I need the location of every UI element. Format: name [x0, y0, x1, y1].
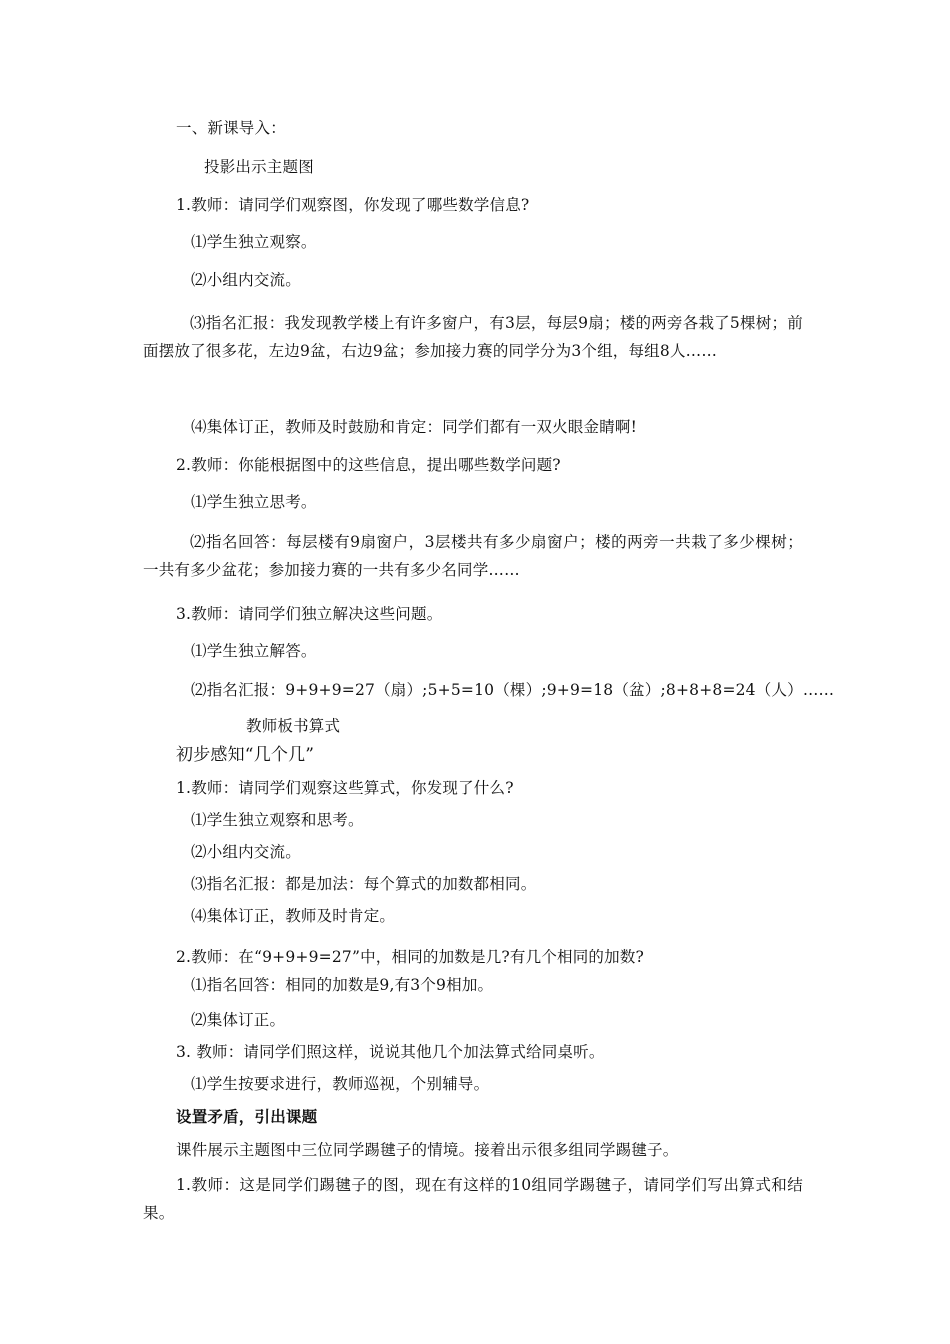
perceive-question-1-step-1: ⑴学生独立观察和思考。: [191, 811, 364, 829]
perceive-question-1-step-3: ⑶指名汇报：都是加法：每个算式的加数都相同。: [191, 875, 537, 893]
question-1-step-2: ⑵小组内交流。: [191, 271, 301, 289]
question-1-step-1: ⑴学生独立观察。: [191, 233, 317, 251]
question-1: 1.教师：请同学们观察图，你发现了哪些数学信息?: [176, 196, 530, 214]
board-note: 教师板书算式: [246, 717, 341, 735]
question-1-step-3: ⑶指名汇报：我发现教学楼上有许多窗户，有3层，每层9扇；楼的两旁各栽了5棵树；前面摆放了很多花，左边9盆，右边9盆；参加接力赛的同学分为3个组，每组8人……: [143, 314, 803, 360]
section-title: 初步感知“几个几”: [176, 745, 315, 765]
perceive-question-2-step-2: ⑵集体订正。: [191, 1011, 286, 1029]
projection-note: 投影出示主题图: [204, 158, 314, 176]
question-1-step-4: ⑷集体订正，教师及时鼓励和肯定：同学们都有一双火眼金睛啊!: [191, 418, 638, 436]
question-3: 3.教师：请同学们独立解决这些问题。: [176, 605, 443, 623]
perceive-question-1-step-4: ⑷集体订正，教师及时肯定。: [191, 907, 396, 925]
courseware-note: 课件展示主题图中三位同学踢毽子的情境。接着出示很多组同学踢毽子。: [176, 1141, 679, 1159]
question-3-step-2: ⑵指名汇报：9+9+9=27（扇）;5+5=10（棵）;9+9=18（盆）;8+8+8=24（人）……: [191, 681, 835, 699]
question-2: 2.教师：你能根据图中的这些信息，提出哪些数学问题?: [176, 456, 561, 474]
question-2-step-1: ⑴学生独立思考。: [191, 493, 317, 511]
perceive-question-2: 2.教师：在“9+9+9=27”中，相同的加数是几?有几个相同的加数?: [176, 948, 645, 966]
heading-intro: 一、新课导入：: [176, 119, 286, 137]
conflict-heading: 设置矛盾，引出课题: [176, 1108, 318, 1126]
perceive-question-3: 3. 教师：请同学们照这样，说说其他几个加法算式给同桌听。: [176, 1043, 605, 1061]
perceive-question-2-step-1: ⑴指名回答：相同的加数是9,有3个9相加。: [191, 976, 494, 994]
perceive-question-1-step-2: ⑵小组内交流。: [191, 843, 301, 861]
perceive-question-3-step-1: ⑴学生按要求进行，教师巡视，个别辅导。: [191, 1075, 490, 1093]
shuttlecock-question-1: 1.教师：这是同学们踢毽子的图，现在有这样的10组同学踢毽子，请同学们写出算式和结果。: [143, 1176, 803, 1222]
question-2-step-2: ⑵指名回答：每层楼有9扇窗户，3层楼共有多少扇窗户；楼的两旁一共栽了多少棵树；一共有多少盆花；参加接力赛的一共有多少名同学……: [143, 533, 803, 579]
question-3-step-1: ⑴学生独立解答。: [191, 642, 317, 660]
perceive-question-1: 1.教师：请同学们观察这些算式，你发现了什么?: [176, 779, 514, 797]
